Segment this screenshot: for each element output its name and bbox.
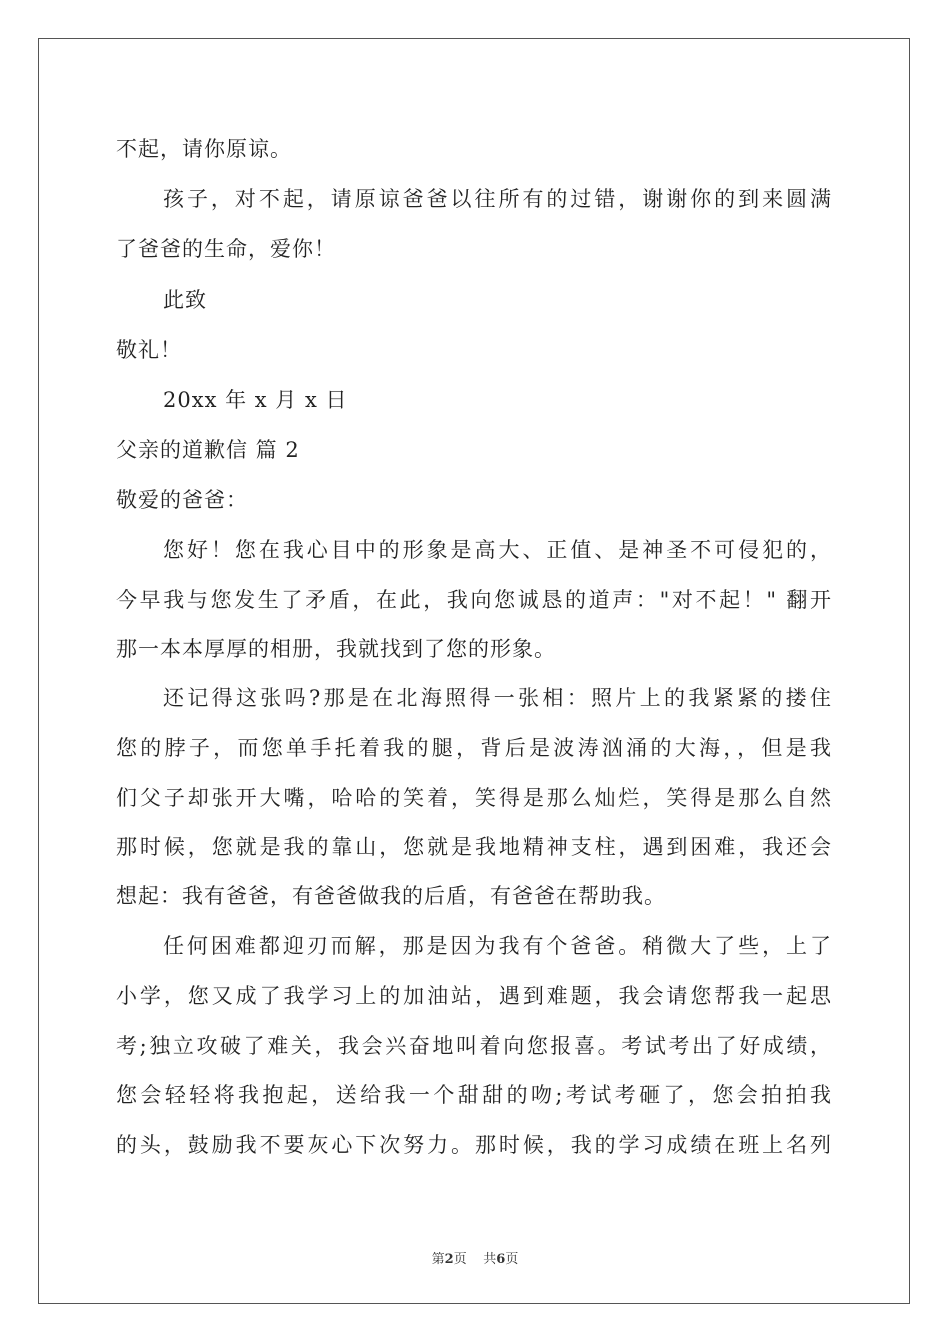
text-line: 们父子却张开大嘴，哈哈的笑着，笑得是那么灿烂，笑得是那么自然 (116, 786, 832, 810)
text-line: 敬礼！ (116, 338, 182, 362)
text-line: 考;独立攻破了难关，我会兴奋地叫着向您报喜。考试考出了好成绩， (116, 1034, 832, 1058)
text-line: 您的脖子，而您单手托着我的腿，背后是波涛汹涌的大海，，但是我 (116, 736, 832, 760)
page-suffix: 页 (453, 1252, 467, 1267)
text-line: 此致 (163, 288, 207, 312)
total-suffix: 页 (505, 1252, 519, 1267)
page-number: 2 (444, 1252, 454, 1267)
text-line: 不起，请你原谅。 (116, 137, 292, 161)
text-line: 了爸爸的生命，爱你！ (116, 237, 336, 261)
total-prefix: 共 (483, 1252, 497, 1267)
text-line: 今早我与您发生了矛盾，在此，我向您诚恳的道声："对不起！" 翻开 (116, 588, 832, 612)
text-line: 您好！您在我心目中的形象是高大、正值、是神圣不可侵犯的， (163, 538, 832, 562)
text-line: 小学，您又成了我学习上的加油站，遇到难题，我会请您帮我一起思 (116, 984, 832, 1008)
page-border (38, 38, 910, 1304)
total-pages: 6 (496, 1252, 506, 1267)
date-line: 20xx 年 x 月 x 日 (163, 388, 348, 412)
text-line: 想起：我有爸爸，有爸爸做我的后盾，有爸爸在帮助我。 (116, 884, 666, 908)
text-line: 的头，鼓励我不要灰心下次努力。那时候，我的学习成绩在班上名列 (116, 1133, 832, 1157)
salutation: 敬爱的爸爸： (116, 488, 248, 512)
text-line: 您会轻轻将我抱起，送给我一个甜甜的吻;考试考砸了，您会拍拍我 (116, 1083, 832, 1107)
page-prefix: 第 (431, 1252, 445, 1267)
text-line: 那一本本厚厚的相册，我就找到了您的形象。 (116, 637, 556, 661)
text-line: 那时候，您就是我的靠山，您就是我地精神支柱，遇到困难，我还会 (116, 835, 832, 859)
page-footer (0, 1248, 950, 1267)
text-line: 任何困难都迎刃而解，那是因为我有个爸爸。稍微大了些，上了 (163, 934, 832, 958)
text-line: 还记得这张吗?那是在北海照得一张相：照片上的我紧紧的搂住 (163, 686, 832, 710)
section-title: 父亲的道歉信 篇 2 (116, 438, 300, 462)
text-line: 孩子，对不起，请原谅爸爸以往所有的过错，谢谢你的到来圆满 (163, 187, 832, 211)
